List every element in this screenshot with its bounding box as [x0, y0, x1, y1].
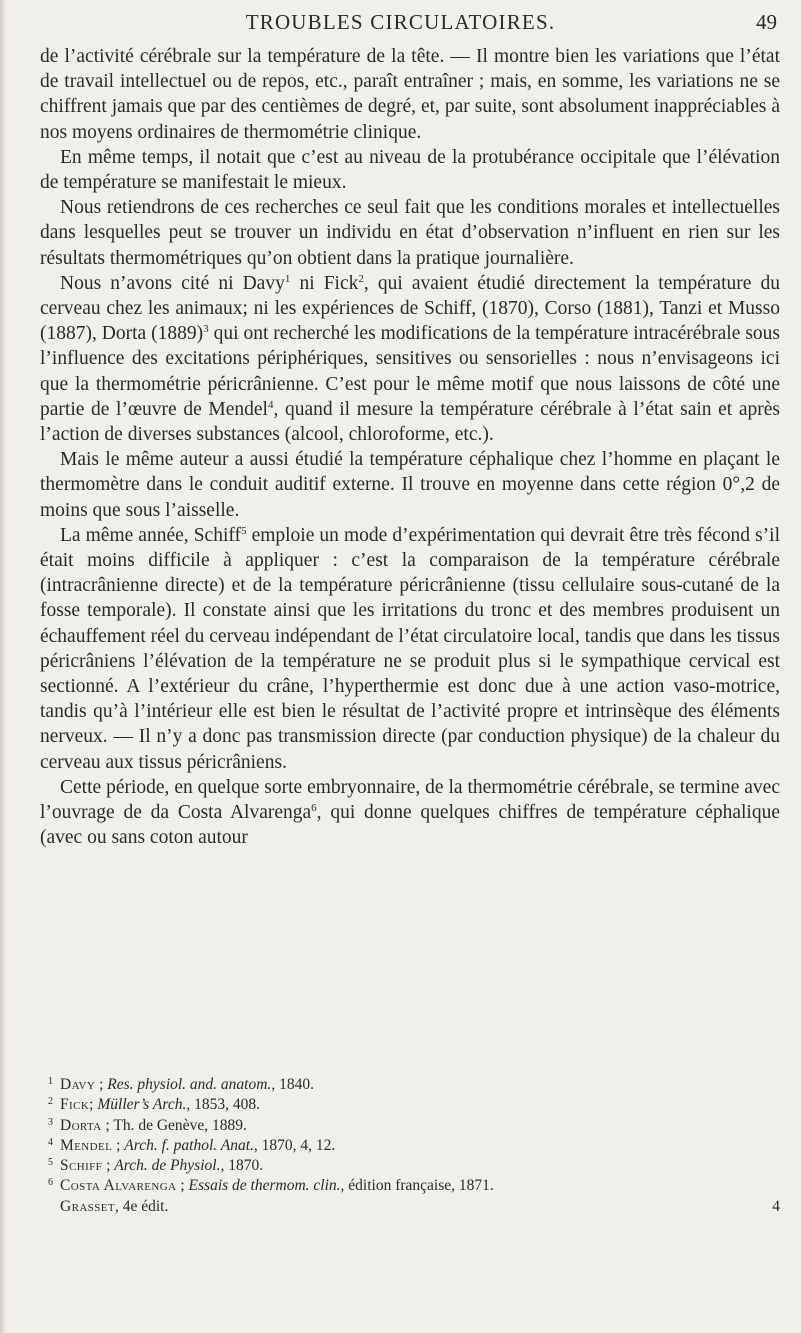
paragraph-text: emploie un mode d’expérimentation qui devrait être très fécond s’il était moins difficile à appliquer : c’est la comparaison de la température cérébrale (intracrânienne directe) et de la température péricrânienne (tissu cellulaire sous-cutané de la fosse temporale). Il constate ainsi que les irritations du tronc et des membres produisent un échauffement réel du cerveau indépendant de l’état circulatoire local, tandis que dans les tissus péricrâniens l’élévation de la température ne se produit plus si le sympathique cervical est sectionné. A l’extérieur du crâne, l’hyperthermie est donc due à une action vaso-motrice, tandis qu’à l’intérieur elle est bien le résultat de l’activité propre et intrinsèque des éléments nerveux. — Il n’y a donc pas transmission directe (par conduction physique) de la chaleur du cerveau aux tissus péricrâniens. — [40, 524, 780, 773]
footnotes — [40, 1075, 780, 1217]
paragraph-text: Mais le même auteur a aussi étudié la température céphalique chez l’homme en plaçant le thermomètre dans le conduit auditif externe. Il trouve en moyenne dans cette région 0°,2 de moins que sous l’aisselle. — [40, 449, 780, 521]
paragraph — [40, 775, 780, 851]
paragraph — [40, 195, 780, 271]
paragraph-text: de l’activité cérébrale sur la température de la tête. — Il montre bien les variations que l’état de travail intellectuel ou de repos, etc., paraît entraîner ; mais, en somme, les variations ne se chiffrent jamais que par des centièmes de degré, et, par suite, sont absolument inappréciables à nos moyens ordinaires de thermométrie clinique. — [40, 46, 780, 143]
footnote-author: Dorta — [60, 1116, 102, 1134]
paragraph-text: Nous retiendrons de ces recherches ce seul fait que les conditions morales et intellectuelles dans lesquelles peut se trouver un individu en état d’observation n’influent en rien sur les résultats thermométriques qu’on obtient dans la pratique journalière. — [40, 197, 780, 269]
footnote-reference-details: , 1853, 408. — [186, 1096, 260, 1114]
footnote-title: Essais de thermom. clin. — [188, 1177, 341, 1195]
footnote-separator: ; — [89, 1096, 98, 1114]
footnote-reference: 5 — [241, 524, 247, 537]
footnote-author: Davy — [60, 1076, 96, 1093]
footnote-author: Schiff — [60, 1157, 103, 1175]
paragraph — [40, 145, 780, 195]
paragraph-text: , qui avaient étudié directement la température du cerveau chez les animaux; ni les expériences de Schiff, (1870), Corso (1881), Tanzi et Musso (1887), Dorta (1889) — [40, 272, 780, 345]
footnote-mark: 1 — [48, 1076, 53, 1087]
footnote-mark: 4 — [48, 1136, 53, 1148]
footnote-author: Fick — [60, 1096, 90, 1114]
footnote-reference-details: Th. de Genève, 1889. — [113, 1116, 247, 1134]
paragraph — [40, 44, 780, 145]
footnote-reference: 4 — [267, 398, 274, 411]
footnote-continuation-text — [60, 1197, 168, 1217]
footnote-reference-details: , édition française, 1871. — [340, 1177, 494, 1195]
footnote-author: Grasset — [60, 1197, 115, 1215]
footnote-mark: 2 — [48, 1096, 53, 1108]
footnote — [40, 1176, 780, 1196]
footnote-reference-details: , 1840. — [271, 1076, 314, 1093]
paragraph — [40, 523, 780, 775]
footnote — [40, 1116, 780, 1136]
footnote-mark: 5 — [48, 1157, 53, 1169]
footnote — [40, 1136, 780, 1156]
footnote-separator: ; — [101, 1116, 114, 1134]
footnote-reference-details: , 1870, 4, 12. — [253, 1136, 336, 1154]
footnote-title: Müller’s Arch. — [97, 1096, 187, 1114]
footnote-mark: 6 — [48, 1177, 53, 1189]
footnote-separator: ; — [95, 1076, 108, 1093]
paragraph-text: , quand il mesure la température cérébrale à l’état sain et après l’action de diverses substances (alcool, chloroforme, etc.). — [40, 398, 780, 446]
page-edge-shadow — [0, 0, 6, 1333]
paragraph — [40, 271, 780, 447]
footnote-mark: 3 — [48, 1116, 53, 1128]
running-title: TROUBLES CIRCULATOIRES. — [245, 10, 556, 34]
paragraph-text: ni Fick — [290, 272, 359, 294]
paragraph-text: qui ont recherché les modifications de la température intracérébrale sous l’influence des excitations périphériques, sensitives ou sensorielles : nous n’envisageons ici que la thermométrie péricrânienne. C’est pour le même motif que nous laissons de côté une partie de l’œuvre de Mendel — [40, 323, 781, 420]
footnote — [40, 1075, 780, 1095]
paragraph-text: Cette période, en quelque sorte embryonnaire, de la thermométrie cérébrale, se termine avec l’ouvrage de da Costa Alvarenga — [40, 776, 780, 824]
footnote-reference: 1 — [284, 272, 291, 285]
paragraph-text: , qui donne quelques chiffres de température céphalique (avec ou sans coton autour — [40, 802, 781, 849]
footnote-reference: 2 — [358, 272, 364, 285]
footnote-separator: ; — [176, 1177, 189, 1195]
body-text — [40, 44, 780, 851]
footnote-reference-details: , 1870. — [220, 1157, 264, 1175]
footnote-author: Mendel — [60, 1136, 113, 1154]
paragraph-text: En même temps, il notait que c’est au niveau de la protubérance occipitale que l’élévation de température se manifestait le mieux. — [40, 146, 780, 194]
page-number: 49 — [756, 10, 777, 34]
footnote-separator: ; — [102, 1157, 115, 1175]
footnote-continuation — [40, 1197, 780, 1217]
footnote-title: Arch. de Physiol. — [114, 1157, 221, 1175]
footnote — [40, 1095, 780, 1115]
footnote-reference: 3 — [203, 323, 209, 336]
footnote — [40, 1156, 780, 1176]
footnote-title: Arch. f. pathol. Anat. — [124, 1136, 254, 1154]
paragraph-text: La même année, Schiff — [60, 524, 242, 546]
footnote-title: Res. physiol. and. anatom. — [107, 1076, 272, 1093]
signature-mark: 4 — [772, 1197, 780, 1215]
footnote-reference: 6 — [311, 802, 317, 815]
footnote-author: Costa Alvarenga — [60, 1177, 177, 1195]
paragraph-text: Nous n’avons cité ni Davy — [60, 272, 285, 294]
running-head — [0, 8, 801, 38]
paragraph — [40, 447, 780, 523]
footnote-reference-details: , 4e édit. — [114, 1197, 169, 1215]
footnote-separator: ; — [112, 1136, 125, 1154]
